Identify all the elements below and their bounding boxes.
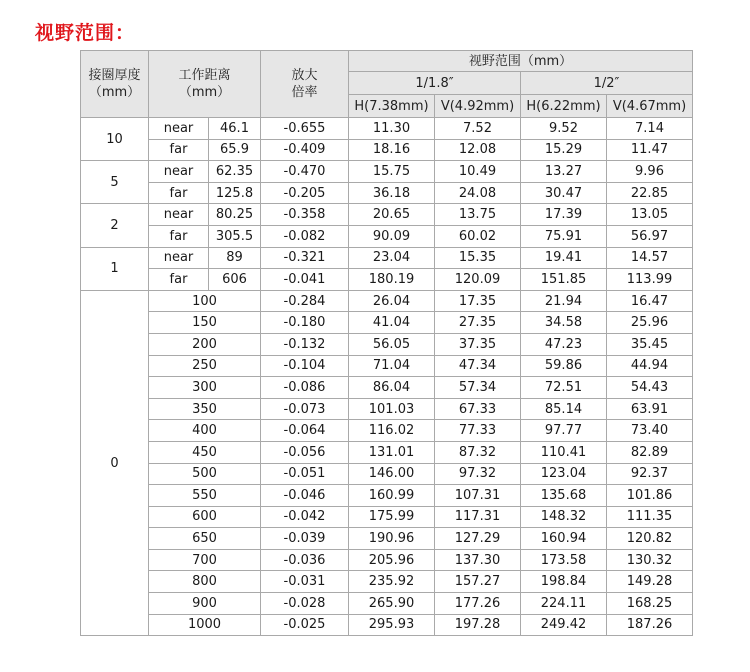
v2-cell: 11.47 <box>607 139 693 161</box>
mag-cell: -0.064 <box>261 420 349 442</box>
h1-cell: 56.05 <box>349 333 435 355</box>
table-row <box>81 485 693 507</box>
h1-cell: 146.00 <box>349 463 435 485</box>
h2-cell: 34.58 <box>521 312 607 334</box>
v2-cell: 54.43 <box>607 377 693 399</box>
table-row <box>81 269 693 291</box>
fov-header: 视野范围（mm） <box>349 51 693 72</box>
h1-cell: 41.04 <box>349 312 435 334</box>
working-distance-cell: 600 <box>149 506 261 528</box>
table-row <box>81 420 693 442</box>
table-row <box>81 614 693 636</box>
v2-cell: 13.05 <box>607 204 693 226</box>
h2-cell: 30.47 <box>521 182 607 204</box>
v2-cell: 101.86 <box>607 485 693 507</box>
h1-cell: 190.96 <box>349 528 435 550</box>
v1-cell: 117.31 <box>435 506 521 528</box>
v1-cell: 137.30 <box>435 549 521 571</box>
working-distance-cell: 350 <box>149 398 261 420</box>
v1-cell: 10.49 <box>435 161 521 183</box>
v2-cell: 120.82 <box>607 528 693 550</box>
working-distance-cell: 200 <box>149 333 261 355</box>
h2-cell: 224.11 <box>521 593 607 615</box>
h2-cell: 249.42 <box>521 614 607 636</box>
mag-cell: -0.180 <box>261 312 349 334</box>
working-distance-cell: 150 <box>149 312 261 334</box>
near-far-cell: far <box>149 139 209 161</box>
mag-cell: -0.036 <box>261 549 349 571</box>
v2-cell: 63.91 <box>607 398 693 420</box>
working-distance-cell: 62.35 <box>209 161 261 183</box>
v2-cell: 7.14 <box>607 118 693 140</box>
h2-header: H(6.22mm) <box>521 95 607 118</box>
table-row <box>81 593 693 615</box>
v2-cell: 73.40 <box>607 420 693 442</box>
v1-cell: 97.32 <box>435 463 521 485</box>
v1-cell: 13.75 <box>435 204 521 226</box>
table-row <box>81 463 693 485</box>
v2-cell: 130.32 <box>607 549 693 571</box>
working-distance-cell: 100 <box>149 290 261 312</box>
h2-cell: 21.94 <box>521 290 607 312</box>
h1-cell: 18.16 <box>349 139 435 161</box>
fov-table-body <box>81 118 693 636</box>
h1-cell: 160.99 <box>349 485 435 507</box>
v2-cell: 35.45 <box>607 333 693 355</box>
h1-cell: 205.96 <box>349 549 435 571</box>
sensor-1-1-8-header: 1/1.8″ <box>349 72 521 95</box>
mag-cell: -0.025 <box>261 614 349 636</box>
mag-cell: -0.358 <box>261 204 349 226</box>
h1-cell: 131.01 <box>349 441 435 463</box>
v2-cell: 113.99 <box>607 269 693 291</box>
h2-cell: 75.91 <box>521 225 607 247</box>
v2-cell: 92.37 <box>607 463 693 485</box>
working-distance-cell: 550 <box>149 485 261 507</box>
h1-cell: 11.30 <box>349 118 435 140</box>
v2-cell: 16.47 <box>607 290 693 312</box>
mag-cell: -0.046 <box>261 485 349 507</box>
v1-cell: 15.35 <box>435 247 521 269</box>
working-distance-cell: 125.8 <box>209 182 261 204</box>
mag-cell: -0.042 <box>261 506 349 528</box>
h2-cell: 13.27 <box>521 161 607 183</box>
working-distance-cell: 305.5 <box>209 225 261 247</box>
mag-cell: -0.284 <box>261 290 349 312</box>
h1-cell: 90.09 <box>349 225 435 247</box>
h2-cell: 148.32 <box>521 506 607 528</box>
working-distance-cell: 800 <box>149 571 261 593</box>
table-row <box>81 290 693 312</box>
mag-cell: -0.051 <box>261 463 349 485</box>
table-row <box>81 355 693 377</box>
h1-cell: 71.04 <box>349 355 435 377</box>
h2-cell: 198.84 <box>521 571 607 593</box>
table-row <box>81 377 693 399</box>
h1-cell: 20.65 <box>349 204 435 226</box>
v1-header: V(4.92mm) <box>435 95 521 118</box>
h1-cell: 36.18 <box>349 182 435 204</box>
mag-cell: -0.132 <box>261 333 349 355</box>
working-distance-cell: 700 <box>149 549 261 571</box>
v1-cell: 27.35 <box>435 312 521 334</box>
v2-cell: 25.96 <box>607 312 693 334</box>
mag-cell: -0.039 <box>261 528 349 550</box>
ring-thickness-cell: 10 <box>81 118 149 161</box>
table-row <box>81 333 693 355</box>
sensor-1-2-header: 1/2″ <box>521 72 693 95</box>
table-row <box>81 204 693 226</box>
v1-cell: 127.29 <box>435 528 521 550</box>
working-distance-cell: 450 <box>149 441 261 463</box>
working-distance-cell: 400 <box>149 420 261 442</box>
ring-thickness-cell: 5 <box>81 161 149 204</box>
working-distance-cell: 900 <box>149 593 261 615</box>
h2-cell: 17.39 <box>521 204 607 226</box>
h1-cell: 175.99 <box>349 506 435 528</box>
mag-cell: -0.409 <box>261 139 349 161</box>
v2-cell: 82.89 <box>607 441 693 463</box>
v1-cell: 107.31 <box>435 485 521 507</box>
h1-cell: 15.75 <box>349 161 435 183</box>
h2-cell: 110.41 <box>521 441 607 463</box>
h2-cell: 151.85 <box>521 269 607 291</box>
near-far-cell: near <box>149 247 209 269</box>
ring-thickness-cell: 1 <box>81 247 149 290</box>
v2-cell: 56.97 <box>607 225 693 247</box>
table-row <box>81 441 693 463</box>
table-row <box>81 571 693 593</box>
mag-cell: -0.086 <box>261 377 349 399</box>
mag-cell: -0.031 <box>261 571 349 593</box>
table-row <box>81 225 693 247</box>
v1-cell: 24.08 <box>435 182 521 204</box>
table-row <box>81 118 693 140</box>
v1-cell: 17.35 <box>435 290 521 312</box>
ring-thickness-cell: 0 <box>81 290 149 636</box>
working-distance-cell: 606 <box>209 269 261 291</box>
working-distance-cell: 300 <box>149 377 261 399</box>
v1-cell: 12.08 <box>435 139 521 161</box>
h1-cell: 265.90 <box>349 593 435 615</box>
table-row <box>81 398 693 420</box>
page-title: 视野范围： <box>35 22 136 44</box>
v1-cell: 60.02 <box>435 225 521 247</box>
h2-cell: 15.29 <box>521 139 607 161</box>
working-distance-header: 工作距离（mm） <box>149 51 261 118</box>
mag-cell: -0.073 <box>261 398 349 420</box>
working-distance-cell: 89 <box>209 247 261 269</box>
working-distance-cell: 1000 <box>149 614 261 636</box>
h2-cell: 85.14 <box>521 398 607 420</box>
v2-cell: 9.96 <box>607 161 693 183</box>
table-row <box>81 506 693 528</box>
table-row <box>81 549 693 571</box>
v1-cell: 7.52 <box>435 118 521 140</box>
v1-cell: 77.33 <box>435 420 521 442</box>
near-far-cell: far <box>149 182 209 204</box>
h2-cell: 123.04 <box>521 463 607 485</box>
h1-cell: 295.93 <box>349 614 435 636</box>
ring-thickness-header: 接圈厚度（mm） <box>81 51 149 118</box>
h2-cell: 9.52 <box>521 118 607 140</box>
mag-cell: -0.104 <box>261 355 349 377</box>
v1-cell: 197.28 <box>435 614 521 636</box>
fov-table <box>80 50 693 636</box>
h2-cell: 97.77 <box>521 420 607 442</box>
h1-cell: 180.19 <box>349 269 435 291</box>
v2-cell: 44.94 <box>607 355 693 377</box>
h2-cell: 19.41 <box>521 247 607 269</box>
h1-cell: 116.02 <box>349 420 435 442</box>
v2-cell: 168.25 <box>607 593 693 615</box>
v1-cell: 87.32 <box>435 441 521 463</box>
mag-cell: -0.028 <box>261 593 349 615</box>
mag-cell: -0.655 <box>261 118 349 140</box>
table-row <box>81 182 693 204</box>
v1-cell: 67.33 <box>435 398 521 420</box>
mag-cell: -0.082 <box>261 225 349 247</box>
h1-cell: 26.04 <box>349 290 435 312</box>
near-far-cell: near <box>149 204 209 226</box>
v1-cell: 37.35 <box>435 333 521 355</box>
mag-cell: -0.056 <box>261 441 349 463</box>
h1-cell: 86.04 <box>349 377 435 399</box>
h1-cell: 23.04 <box>349 247 435 269</box>
h2-cell: 160.94 <box>521 528 607 550</box>
near-far-cell: near <box>149 118 209 140</box>
v1-cell: 47.34 <box>435 355 521 377</box>
v2-cell: 22.85 <box>607 182 693 204</box>
table-row <box>81 161 693 183</box>
working-distance-cell: 46.1 <box>209 118 261 140</box>
magnification-header: 放大倍率 <box>261 51 349 118</box>
h2-cell: 135.68 <box>521 485 607 507</box>
h1-cell: 101.03 <box>349 398 435 420</box>
v2-cell: 14.57 <box>607 247 693 269</box>
v2-header: V(4.67mm) <box>607 95 693 118</box>
v2-cell: 149.28 <box>607 571 693 593</box>
v1-cell: 157.27 <box>435 571 521 593</box>
h2-cell: 47.23 <box>521 333 607 355</box>
working-distance-cell: 650 <box>149 528 261 550</box>
table-row <box>81 247 693 269</box>
mag-cell: -0.321 <box>261 247 349 269</box>
near-far-cell: near <box>149 161 209 183</box>
h2-cell: 173.58 <box>521 549 607 571</box>
mag-cell: -0.470 <box>261 161 349 183</box>
v2-cell: 187.26 <box>607 614 693 636</box>
h2-cell: 72.51 <box>521 377 607 399</box>
table-row <box>81 139 693 161</box>
table-row <box>81 528 693 550</box>
v1-cell: 177.26 <box>435 593 521 615</box>
working-distance-cell: 65.9 <box>209 139 261 161</box>
ring-thickness-cell: 2 <box>81 204 149 247</box>
mag-cell: -0.205 <box>261 182 349 204</box>
v1-cell: 57.34 <box>435 377 521 399</box>
mag-cell: -0.041 <box>261 269 349 291</box>
working-distance-cell: 80.25 <box>209 204 261 226</box>
h1-cell: 235.92 <box>349 571 435 593</box>
v2-cell: 111.35 <box>607 506 693 528</box>
h2-cell: 59.86 <box>521 355 607 377</box>
v1-cell: 120.09 <box>435 269 521 291</box>
working-distance-cell: 250 <box>149 355 261 377</box>
table-row <box>81 312 693 334</box>
h1-header: H(7.38mm) <box>349 95 435 118</box>
near-far-cell: far <box>149 269 209 291</box>
near-far-cell: far <box>149 225 209 247</box>
working-distance-cell: 500 <box>149 463 261 485</box>
